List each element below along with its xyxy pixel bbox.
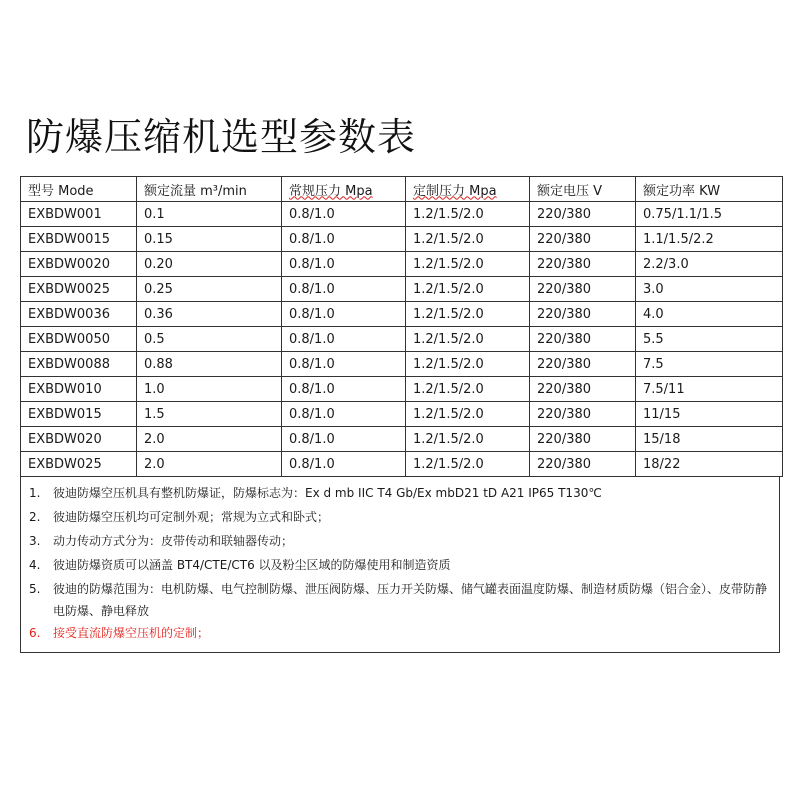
cell-normal-pressure: 0.8/1.0 xyxy=(282,277,406,302)
cell-flow: 1.5 xyxy=(137,402,282,427)
note-item xyxy=(29,530,779,554)
cell-model: EXBDW010 xyxy=(21,377,137,402)
header-power: 额定功率 KW xyxy=(636,177,783,202)
cell-voltage: 220/380 xyxy=(530,302,636,327)
note-number: 2. xyxy=(29,510,41,524)
cell-normal-pressure: 0.8/1.0 xyxy=(282,402,406,427)
table-row xyxy=(21,252,783,277)
cell-model: EXBDW015 xyxy=(21,402,137,427)
cell-model: EXBDW0036 xyxy=(21,302,137,327)
cell-normal-pressure: 0.8/1.0 xyxy=(282,427,406,452)
cell-flow: 0.25 xyxy=(137,277,282,302)
table-header-row xyxy=(21,177,783,202)
note-number: 1. xyxy=(29,486,41,500)
cell-model: EXBDW0088 xyxy=(21,352,137,377)
header-custom-pressure-text: 定制压力 Mpa xyxy=(413,183,497,199)
header-voltage: 额定电压 V xyxy=(530,177,636,202)
cell-voltage: 220/380 xyxy=(530,277,636,302)
table-row xyxy=(21,227,783,252)
cell-power: 18/22 xyxy=(636,452,783,477)
table-row xyxy=(21,302,783,327)
note-item xyxy=(29,554,779,578)
note-text: 接受直流防爆空压机的定制； xyxy=(53,626,210,640)
note-item xyxy=(29,578,779,622)
cell-power: 0.75/1.1/1.5 xyxy=(636,202,783,227)
notes-section xyxy=(20,477,780,653)
cell-model: EXBDW0025 xyxy=(21,277,137,302)
cell-model: EXBDW025 xyxy=(21,452,137,477)
cell-custom-pressure: 1.2/1.5/2.0 xyxy=(406,302,530,327)
cell-flow: 2.0 xyxy=(137,452,282,477)
cell-custom-pressure: 1.2/1.5/2.0 xyxy=(406,427,530,452)
cell-normal-pressure: 0.8/1.0 xyxy=(282,352,406,377)
table-row xyxy=(21,377,783,402)
note-number: 6. xyxy=(29,626,41,640)
cell-normal-pressure: 0.8/1.0 xyxy=(282,202,406,227)
cell-flow: 0.1 xyxy=(137,202,282,227)
page-title: 防爆压缩机选型参数表 xyxy=(26,115,417,159)
table-row xyxy=(21,327,783,352)
cell-voltage: 220/380 xyxy=(530,452,636,477)
header-custom-pressure xyxy=(406,177,530,202)
cell-model: EXBDW020 xyxy=(21,427,137,452)
table-row xyxy=(21,352,783,377)
cell-normal-pressure: 0.8/1.0 xyxy=(282,227,406,252)
cell-custom-pressure: 1.2/1.5/2.0 xyxy=(406,452,530,477)
table-row xyxy=(21,427,783,452)
cell-power: 1.1/1.5/2.2 xyxy=(636,227,783,252)
note-number: 4. xyxy=(29,558,41,572)
cell-voltage: 220/380 xyxy=(530,227,636,252)
cell-voltage: 220/380 xyxy=(530,252,636,277)
table-body xyxy=(21,202,783,477)
table-row xyxy=(21,277,783,302)
note-item xyxy=(29,506,779,530)
cell-flow: 0.88 xyxy=(137,352,282,377)
cell-voltage: 220/380 xyxy=(530,352,636,377)
header-normal-pressure-text: 常规压力 Mpa xyxy=(289,183,373,199)
cell-custom-pressure: 1.2/1.5/2.0 xyxy=(406,202,530,227)
cell-flow: 0.5 xyxy=(137,327,282,352)
cell-power: 4.0 xyxy=(636,302,783,327)
cell-power: 15/18 xyxy=(636,427,783,452)
cell-voltage: 220/380 xyxy=(530,327,636,352)
cell-custom-pressure: 1.2/1.5/2.0 xyxy=(406,352,530,377)
cell-normal-pressure: 0.8/1.0 xyxy=(282,302,406,327)
note-text: 彼迪防爆资质可以涵盖 BT4/CTE/CT6 以及粉尘区域的防爆使用和制造资质 xyxy=(53,558,451,572)
cell-flow: 0.36 xyxy=(137,302,282,327)
cell-custom-pressure: 1.2/1.5/2.0 xyxy=(406,402,530,427)
spec-table xyxy=(20,176,783,477)
cell-flow: 2.0 xyxy=(137,427,282,452)
cell-voltage: 220/380 xyxy=(530,377,636,402)
cell-custom-pressure: 1.2/1.5/2.0 xyxy=(406,227,530,252)
cell-voltage: 220/380 xyxy=(530,402,636,427)
header-model: 型号 Mode xyxy=(21,177,137,202)
cell-custom-pressure: 1.2/1.5/2.0 xyxy=(406,252,530,277)
table-row xyxy=(21,202,783,227)
cell-custom-pressure: 1.2/1.5/2.0 xyxy=(406,327,530,352)
note-text: 动力传动方式分为：皮带传动和联轴器传动； xyxy=(53,534,294,548)
cell-model: EXBDW001 xyxy=(21,202,137,227)
cell-power: 7.5 xyxy=(636,352,783,377)
cell-normal-pressure: 0.8/1.0 xyxy=(282,327,406,352)
header-normal-pressure xyxy=(282,177,406,202)
cell-flow: 0.20 xyxy=(137,252,282,277)
note-text: 彼迪防爆空压机均可定制外观；常规为立式和卧式； xyxy=(53,510,330,524)
cell-model: EXBDW0050 xyxy=(21,327,137,352)
cell-power: 3.0 xyxy=(636,277,783,302)
note-text: 彼迪防爆空压机具有整机防爆证，防爆标志为：Ex d mb IIC T4 Gb/Ex mbD21 tD A21 IP65 T130℃ xyxy=(53,486,602,500)
cell-normal-pressure: 0.8/1.0 xyxy=(282,377,406,402)
note-number: 3. xyxy=(29,534,41,548)
cell-custom-pressure: 1.2/1.5/2.0 xyxy=(406,377,530,402)
cell-power: 2.2/3.0 xyxy=(636,252,783,277)
cell-power: 11/15 xyxy=(636,402,783,427)
cell-custom-pressure: 1.2/1.5/2.0 xyxy=(406,277,530,302)
table-row xyxy=(21,402,783,427)
note-item xyxy=(29,622,779,646)
note-item xyxy=(29,482,779,506)
header-flow: 额定流量 m³/min xyxy=(137,177,282,202)
cell-voltage: 220/380 xyxy=(530,202,636,227)
cell-voltage: 220/380 xyxy=(530,427,636,452)
cell-flow: 0.15 xyxy=(137,227,282,252)
cell-normal-pressure: 0.8/1.0 xyxy=(282,452,406,477)
cell-power: 5.5 xyxy=(636,327,783,352)
note-number: 5. xyxy=(29,582,41,596)
cell-model: EXBDW0020 xyxy=(21,252,137,277)
cell-model: EXBDW0015 xyxy=(21,227,137,252)
cell-power: 7.5/11 xyxy=(636,377,783,402)
note-text: 彼迪的防爆范围为：电机防爆、电气控制防爆、泄压阀防爆、压力开关防爆、储气罐表面温度防爆、制造材质防爆（铝合金）、皮带防静电防爆、静电释放 xyxy=(53,582,768,618)
table-row xyxy=(21,452,783,477)
cell-flow: 1.0 xyxy=(137,377,282,402)
cell-normal-pressure: 0.8/1.0 xyxy=(282,252,406,277)
